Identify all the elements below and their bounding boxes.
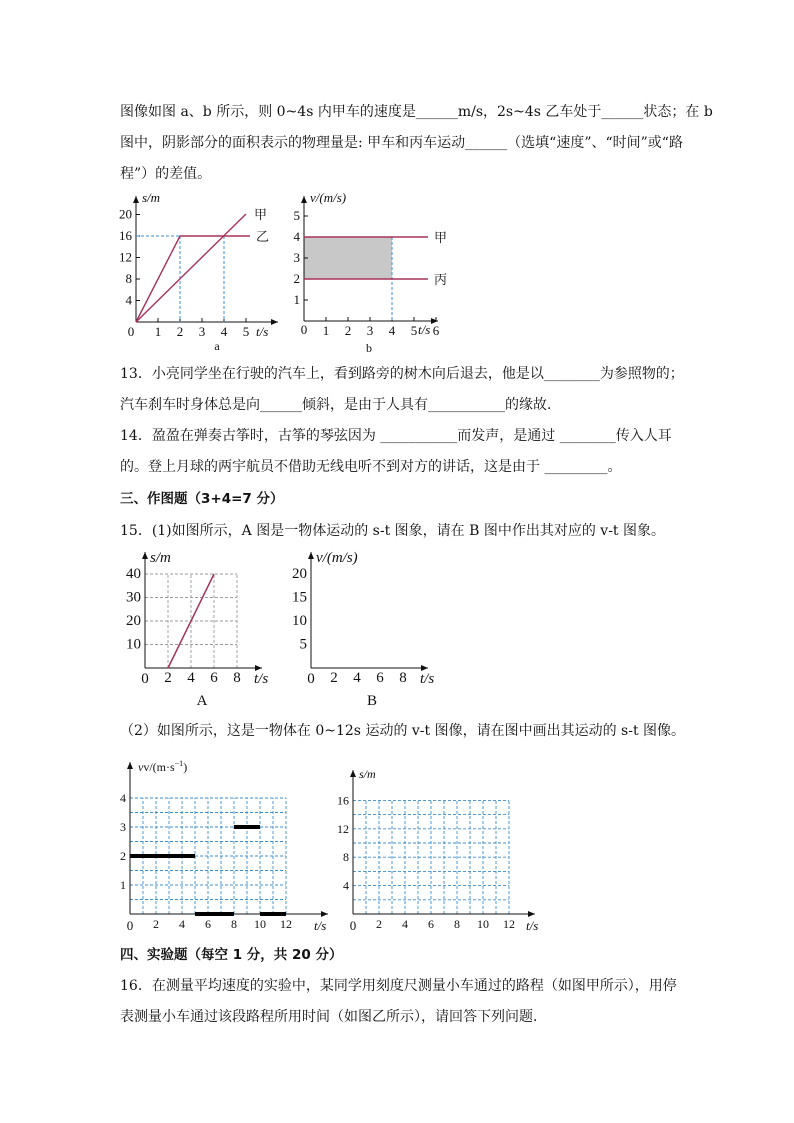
origin-label: 0 [141,671,149,687]
q15-line1: 15．(1)如图所示，A 图是一物体运动的 s-t 图象，请在 B 图中作出其对应的 v-t 图象。 [120,523,666,539]
x-tick-label: 6 [210,670,218,686]
x-tick-label: 6 [428,917,434,931]
y-tick-label: 1 [293,292,300,307]
figure-A-caption: A [196,693,208,709]
x-tick-label: 8 [399,670,407,686]
y-axis-label: s/m [150,550,171,566]
y-tick-label: 4 [293,229,300,244]
y-tick-label: 8 [125,271,132,286]
y-tick-label: 2 [120,849,126,863]
y-tick-label: 12 [119,249,132,265]
q13-line2: 汽车刹车时身体总是向______倾斜，是由于人具有___________的缘故． [120,397,561,413]
x-axis-label: t/s [418,322,431,337]
q12-text-line1: 图像如图 a、b 所示，则 0~4s 内甲车的速度是______m/s，2s~4s 乙车处于______状态；在 b [120,104,713,120]
x-tick-label: 4 [179,917,185,931]
y-tick-label: 15 [292,589,307,606]
q14-line2: 的。登上月球的两宇航员不借助无线电听不到对方的讲话，这是由于 _________。 [120,459,622,475]
y-tick-label: 30 [126,589,141,606]
x-tick-label: 4 [187,670,195,686]
x-tick-label: 8 [231,917,237,931]
x-axis-label: t/s [256,324,269,339]
x-tick-label: 3 [198,324,206,339]
y-tick-label: 10 [292,613,307,629]
figure-a-caption: a [214,339,220,353]
y-tick-label: 16 [119,228,132,243]
x-tick-label: 1 [322,323,330,338]
series-yi-label: 乙 [256,229,270,244]
x-tick-label: 2 [176,324,184,339]
x-tick-label: 10 [477,917,489,931]
figure-st-blank-grid [333,762,553,939]
x-axis-label: t/s [254,671,269,687]
figure-b-vt-graph [288,188,458,358]
x-tick-label: 2 [164,670,172,686]
y-tick-label: 3 [120,820,126,834]
x-axis-label: t/s [420,671,435,687]
x-tick-label: 8 [233,670,241,686]
y-axis-label: v/(m/s) [316,550,358,566]
y-tick-label: 4 [125,292,132,308]
x-tick-label: 12 [503,917,515,931]
x-tick-label: 4 [402,917,408,931]
y-tick-label: 4 [120,791,126,805]
x-tick-label: 3 [366,323,374,338]
x-tick-label: 12 [280,917,292,931]
figure-vt-0-12s [110,754,340,939]
y-tick-label: 3 [293,250,300,265]
x-tick-label: 10 [254,917,266,931]
series-bing-label: 丙 [434,272,448,287]
y-tick-label: 5 [293,208,300,223]
y-axis-label: s/m [142,190,161,205]
origin-label: 0 [307,671,315,687]
y-tick-label: 20 [292,566,307,582]
y-tick-label: 20 [119,206,132,222]
figure-b-caption: b [366,341,372,355]
x-tick-label: 1 [154,324,162,339]
x-tick-label: 2 [344,323,352,338]
x-tick-label: 4 [220,324,228,339]
origin-label: 0 [349,918,357,933]
origin-label: 0 [127,324,135,339]
series-yi-line [136,236,250,322]
series-jia-label: 甲 [434,230,448,245]
y-tick-label: 5 [299,636,307,653]
x-axis-label: t/s [314,918,327,933]
x-tick-label: 4 [353,670,361,686]
q12-text-line3: 程”）的差值。 [120,166,212,182]
series-jia-line [136,214,246,322]
q13-line1: 13．小亮同学坐在行驶的汽车上，看到路旁的树木向后退去，他是以________为参照物的； [120,366,684,382]
x-tick-label: 5 [410,323,418,338]
y-tick-label: 1 [120,878,126,892]
y-tick-label: 20 [126,613,141,629]
shaded-area [304,237,392,279]
x-tick-label: 4 [388,323,396,338]
y-axis-label: v/(m/s) [310,190,347,205]
x-axis-label: t/s [526,918,539,933]
figure-a-st-graph [118,188,288,358]
y-tick-label: 4 [343,878,349,893]
origin-label: 0 [126,918,134,933]
x-tick-label: 6 [376,670,384,686]
y-axis-label: s/m [359,767,376,781]
figure-B-caption: B [366,693,378,709]
section-3-heading: 三、作图题（3+4=7 分） [120,491,284,507]
q16-line2: 表测量小车通过该段路程所用时间（如图乙所示），请回答下列问题． [120,1009,547,1025]
q12-text-line2: 图中，阴影部分的面积表示的物理量是: 甲车和丙车运动______（选填“速度”、“时间”或“路 [120,135,683,151]
y-tick-label: 40 [126,566,141,582]
x-tick-label: 8 [454,917,460,931]
y-tick-label: 12 [337,821,349,836]
x-tick-label: 2 [153,917,159,931]
y-tick-label: 10 [126,636,141,653]
x-tick-label: 2 [376,917,382,931]
q14-line1: 14．盈盈在弹奏古筝时，古筝的琴弦因为 ___________而发声，是通过 ________传入人耳 [120,428,672,444]
q16-line1: 16．在测量平均速度的实验中，某同学用刻度尺测量小车通过的路程（如图甲所示），用停 [120,978,677,994]
figure-B-vt-graph [290,544,470,714]
x-tick-label: 5 [242,324,250,339]
x-tick-label: 2 [330,670,338,686]
q15-part2: （2）如图所示，这是一物体在 0~12s 运动的 v-t 图像，请在图中画出其运动的 s-t 图像。 [120,723,686,739]
x-tick-label: 6 [432,323,440,338]
y-tick-label: 8 [343,850,349,865]
y-tick-label: 16 [337,793,349,808]
y-tick-label: 2 [293,271,300,286]
y-axis-label: $vv/(m\cdot s^{-1})$ [138,759,188,774]
section-4-heading: 四、实验题（每空 1 分，共 20 分） [120,947,343,963]
series-jia-label: 甲 [254,207,268,222]
x-tick-label: 6 [205,917,211,931]
origin-label: 0 [300,322,308,337]
figure-A-st-graph [118,544,298,714]
